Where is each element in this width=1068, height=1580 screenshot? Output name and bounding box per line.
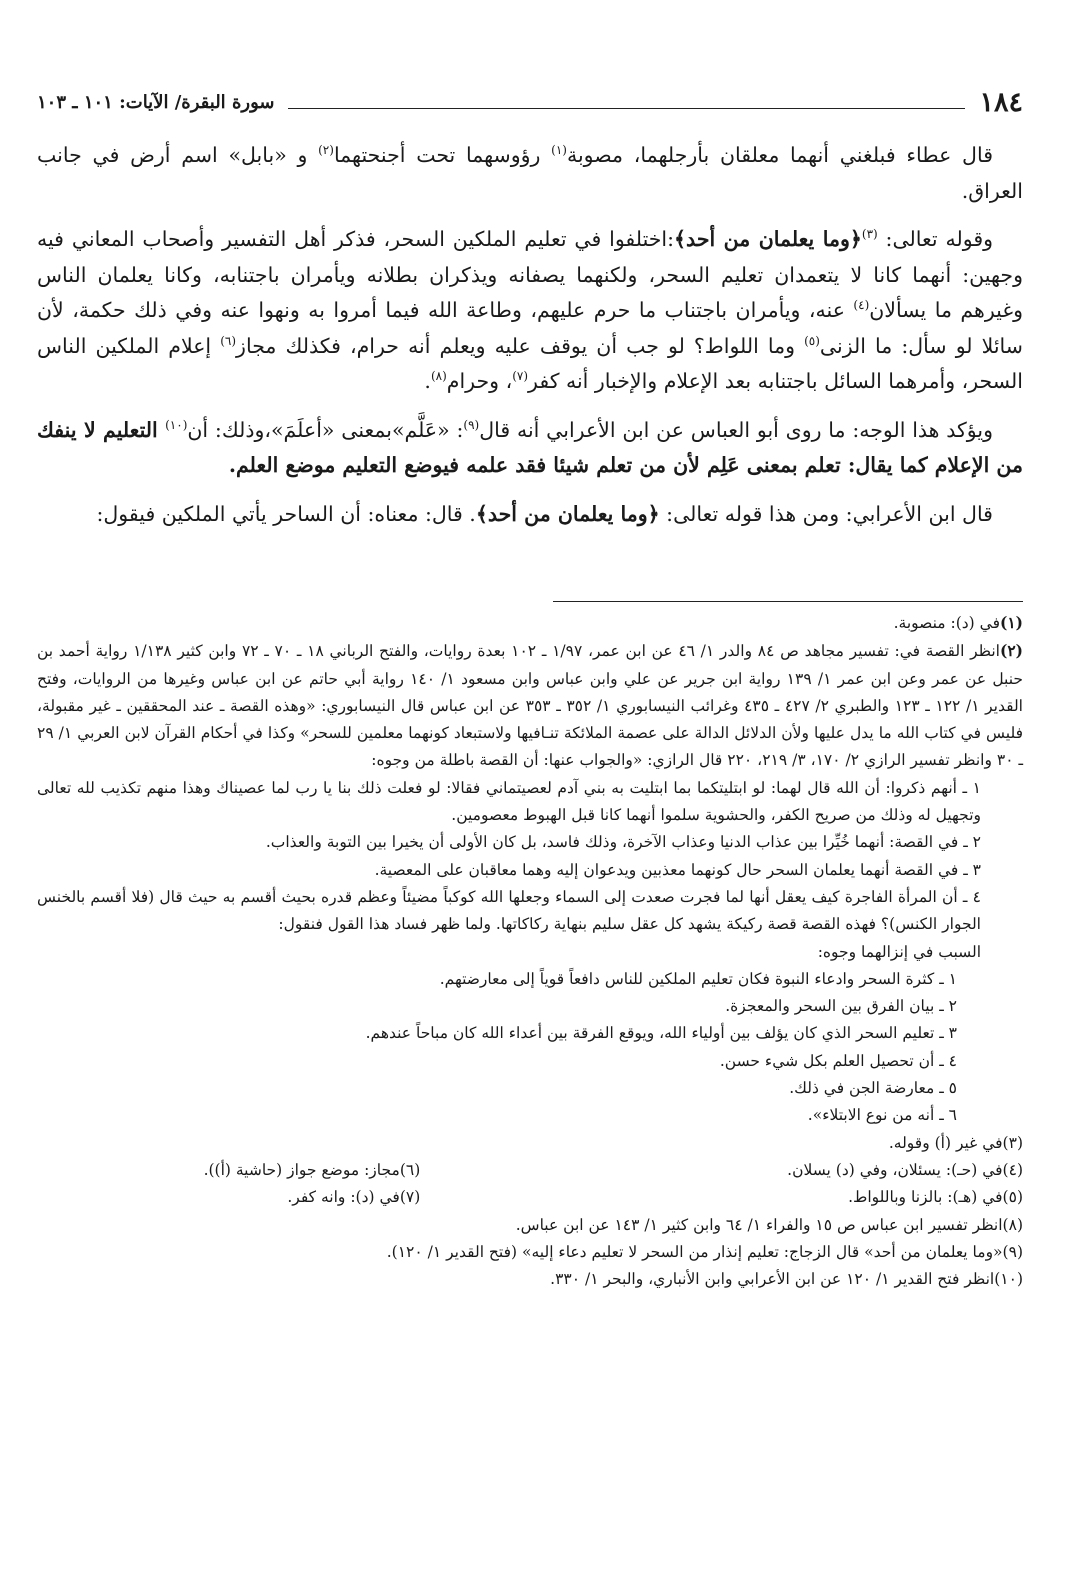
paragraph-2: وقوله تعالى: $^{(٣)}$﴿وما يعلمان من أحد﴾:اختلفوا في تعليم الملكين السحر، فذكر أهل التفسير وأصحاب المعاني فيه وجهين: أنهما كانا لا يتعمدان تعليم السحر، ولكنهما يصفانه ويذكران بطلانه ويأمران باجتنابه، وكانا يعلمان الناس وغيرهم ما يسألان$^{(٤)}$ عنه، ويأمران باجتناب ما حرم عليهم، وطاعة الله فيما أمروا به ونهوا عنه وفي ذلك حكمة، لأن سائلا لو سأل: ما الزنى$^{(٥)}$ وما اللواط؟ لو جب أن يوقف عليه ويعلم أنه حرام، فكذلك مجاز$^{(٦)}$ إعلام الملكين الناس السحر، وأمرهما السائل باجتنابه بعد الإعلام والإخبار أنه كفر$^{(٧)}$، وحرام$^{(٨)}$. [37,227,1023,393]
footnote-4: (٤)في (حـ): يسئلان، وفي (د) يسلان. [787,1160,1023,1179]
list-item: ٣ ـ في القصة أنهما يعلمان السحر حال كونهما معذبين ويدعوان إليه وهما معاقبان على المعصية. [374,860,981,879]
running-title: سورة البقرة/ الآيات: ١٠١ ـ ١٠٣ [37,91,275,113]
list-item: ٢ ـ بيان الفرق بين السحر والمعجزة. [725,997,957,1016]
paragraph-3: ويؤكد هذا الوجه: ما روى أبو العباس عن ابن الأعرابي أنه قال$^{(٩)}$: «عَلَّم»بمعنى «أعلَمَ»،وذلك: أن$^{(١٠)}$ التعليم لا ينفك من الإعلام كما يقال: تعلم بمعنى عَلِم لأن من تعلم شيئا فقد علمه فيوضع التعليم موضع العلم. [37,417,1023,477]
page-header [37,86,1023,118]
quran-quote: ﴿وما يعلمان من أحد﴾ [475,501,660,526]
list-item: ٥ ـ معارضة الجن في ذلك. [789,1079,957,1098]
paragraph-1: قال عطاء فبلغني أنهما معلقان بأرجلهما، مصوبة$^{(١)}$ رؤوسهما تحت أجنحتهما$^{(٢)}$ و «بابل» اسم أرض في جانب العراق. [37,143,1023,203]
footnote-8: (٨)انظر تفسير ابن عباس ص ١٥ والفراء ١/ ٦٤ وابن كثير ١/ ١٤٣ عن ابن عباس. [515,1215,1023,1234]
paragraph-4: قال ابن الأعرابي: ومن هذا قوله تعالى: ﴿وما يعلمان من أحد﴾. قال: معناه: أن الساحر يأتي الملكين فيقول: [96,501,993,526]
reasons-intro: السبب في إنزالهما وجوه: [817,942,981,961]
quran-quote: ﴿وما يعلمان من أحد﴾ [674,227,862,251]
header-rule [288,108,965,109]
list-item: ٢ ـ في القصة: أنهما خُيِّرا بين عذاب الدنيا وعذاب الآخرة، وذلك فاسد، بل كان الأولى أن يخيرا بين التوبة والعذاب. [265,833,981,852]
footnotes-4-6-row [37,1157,1023,1184]
footnote-6: (٦)مجاز: موضع جواز (حاشية (أ)). [203,1160,421,1179]
footnotes [37,609,1023,1293]
footnote-10: (١٠)انظر فتح القدير ١/ ١٢٠ عن ابن الأعرابي وابن الأنباري، والبحر ١/ ٣٣٠. [550,1270,1023,1289]
footnotes-5-7-row [37,1184,1023,1211]
list-item: ١ ـ كثرة السحر وادعاء النبوة فكان تعليم الملكين للناس دافعاً قوياً إلى معارضتهم. [439,969,957,988]
footnote-1: (١)في (د): منصوبة. [893,613,1023,632]
list-item: ٣ ـ تعليم السحر الذي كان يؤلف بين أولياء الله، ويوقع الفرقة بين أعداء الله كان مباحاً عندهم. [365,1024,957,1043]
footnote-9: (٩)«وما يعلمان من أحد» قال الزجاج: تعليم إنذار من السحر لا تعليم دعاء إليه» (فتح القدير ١/ ١٢٠). [386,1242,1023,1261]
list-item: ٤ ـ أن تحصيل العلم بكل شيء حسن. [719,1051,957,1070]
footnote-2: (٢)انظر القصة في: تفسير مجاهد ص ٨٤ والدر ١/ ٤٦ عن ابن عمر، ١/٩٧ ـ ١٠٢ بعدة روايات، والفتح الرباني ١٨ ـ ٧٠ ـ ٧٢ وابن كثير ١/١٣٨ رواية أحمد بن حنبل عن عمر وعن ابن عمر ١/ ١٣٩ رواية ابن جرير عن علي وابن عباس وابن مسعود ١/ ١٤٠ رواية أبي حاتم عن ابن عباس وغيرها من الروايات، وفتح القدير ١/ ١٢٢ ـ ١٢٣ والطبري ٢/ ٤٢٧ ـ ٤٣٥ وغرائب النيسابوري ١/ ٣٥٢ ـ ٣٥٣ عن ابن عباس قال النيسابوري: «وهذه القصة ـ عند المحققين ـ غير مقبولة، فليس في كتاب الله ما يدل عليها ولأن الدلائل الدالة على عصمة الملائكة تنـافيها ولاستبعاد كونهما معلمين للسحر» وكذا في أحكام القرآن لابن العربي ١/ ٢٩ ـ ٣٠ وانظر تفسير الرازي ٢/ ١٧٠، ٣/ ٢١٩، ٢٢٠ قال الرازي: «والجواب عنها: أن القصة باطلة من وجوه: [37,641,1023,770]
footnote-5: (٥)في (هـ): بالزنا وباللواط. [848,1188,1023,1207]
footnote-3: (٣)في غير (أ) وقوله. [888,1133,1023,1152]
list-item: ٦ ـ أنه من نوع الابتلاء». [807,1106,957,1125]
page-number: ١٨٤ [979,86,1023,118]
footnote-separator [553,601,1023,602]
list-item: ٤ ـ أن المرأة الفاجرة كيف يعقل أنها لما فجرت صعدت إلى السماء وجعلها الله كوكباً مضيئاً وعظم قدره بحيث أقسم به حيث قال (فلا أقسم بالخنس الجوار الكنس)؟ فهذه القصة قصة ركيكة يشهد كل عقل سليم بنهاية ركاكاتها. ولما ظهر فساد هذا القول فنقول: [37,887,981,934]
main-text [37,138,1023,545]
footnote-2-body [37,775,1023,1130]
footnote-7: (٧)في (د): وانه كفر. [287,1188,421,1207]
list-item: ١ ـ أنهم ذكروا: أن الله قال لهما: لو ابتليتكما بما ابتليت به بني آدم لعصيتماني فقالا: لو فعلت ذلك بنا يا رب لما عصيناك وهذا منهم تكذيب لله تعالى وتجهيل له وذلك من صريح الكفر، والحشوية سلموا أنهما كانا قبل الهبوط معصومين. [37,778,981,825]
